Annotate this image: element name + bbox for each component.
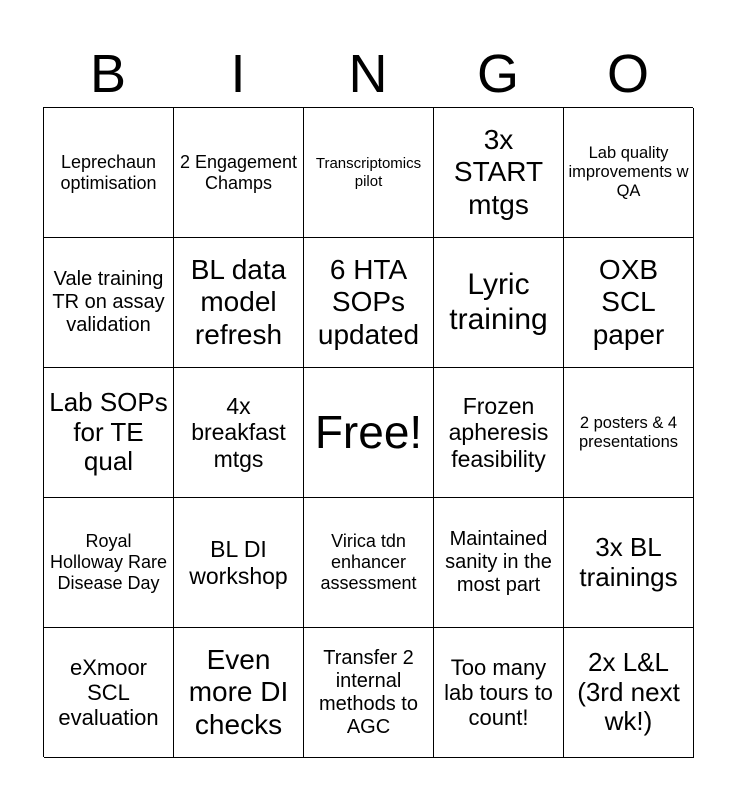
bingo-cell[interactable] [174,498,304,628]
bingo-cell[interactable] [434,628,564,758]
cell-text: Too many lab tours to count! [444,654,553,731]
bingo-cell[interactable] [564,498,694,628]
bingo-cell[interactable] [564,368,694,498]
bingo-cell[interactable] [434,238,564,368]
cell-text: BL data model refresh [190,254,287,350]
bingo-header [43,40,693,108]
bingo-cell[interactable] [44,498,174,628]
cell-text: Transfer 2 internal methods to AGC [319,646,418,738]
cell-text: Lyric training [449,268,548,336]
cell-text: OXB SCL paper [592,254,665,350]
free-space-text: Free! [314,406,423,459]
cell-text: Vale training TR on assay validation [52,268,165,336]
cell-text: Frozen apheresis feasibility [448,392,549,472]
bingo-cell[interactable] [304,108,434,238]
cell-text: 3x BL trainings [579,531,678,592]
cell-text: Virica tdn enhancer assessment [320,531,417,593]
cell-text: Leprechaun optimisation [60,151,157,193]
bingo-cell[interactable] [174,628,304,758]
cell-text: 6 HTA SOPs updated [317,254,420,350]
bingo-cell[interactable] [304,498,434,628]
cell-text: Royal Holloway Rare Disease Day [49,531,168,593]
header-letter-o: O [606,44,649,104]
cell-text: 4x breakfast mtgs [191,392,286,472]
cell-text: 2x L&L (3rd next wk!) [577,646,680,737]
cell-text: Transcriptomics pilot [315,155,422,190]
bingo-cell[interactable] [44,368,174,498]
cell-text: Lab quality improvements w QA [568,144,689,200]
bingo-cell[interactable] [174,238,304,368]
cell-text: Maintained sanity in the most part [445,528,552,596]
bingo-cell[interactable] [304,238,434,368]
bingo-cell[interactable] [564,628,694,758]
bingo-cell[interactable] [174,368,304,498]
cell-text: 2 posters & 4 presentations [578,413,679,451]
bingo-cell[interactable] [434,498,564,628]
cell-text: Lab SOPs for TE qual [49,386,168,477]
header-letter-i: I [230,44,246,104]
bingo-cell[interactable] [434,368,564,498]
bingo-cell[interactable] [44,108,174,238]
cell-text: eXmoor SCL evaluation [58,654,159,731]
bingo-cell[interactable] [564,108,694,238]
bingo-cell[interactable] [304,628,434,758]
cell-text: BL DI workshop [189,536,288,589]
free-space-cell[interactable] [304,368,434,498]
bingo-cell[interactable] [44,238,174,368]
cell-text: Even more DI checks [188,644,289,740]
header-letter-n: N [348,44,388,104]
header-letter-b: B [89,44,127,104]
bingo-cell[interactable] [564,238,694,368]
cell-text: 3x START mtgs [453,124,544,220]
bingo-cell[interactable] [174,108,304,238]
bingo-cell[interactable] [434,108,564,238]
bingo-cell[interactable] [44,628,174,758]
bingo-grid [43,107,693,757]
cell-text: 2 Engagement Champs [179,151,298,193]
header-letter-g: G [476,44,519,104]
